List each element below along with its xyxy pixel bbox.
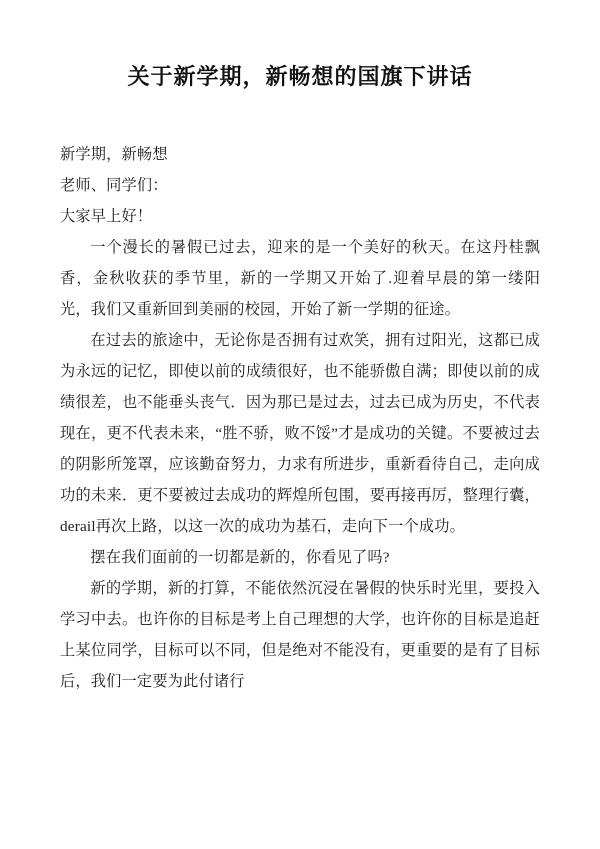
paragraph: 新学期，新畅想 xyxy=(60,145,168,163)
paragraph: 老师、同学们： xyxy=(60,176,168,194)
page-title: 关于新学期，新畅想的国旗下讲话 xyxy=(127,64,473,89)
paragraph: 摆在我们面前的一切都是新的，你看见了吗? xyxy=(90,548,390,566)
paragraph: 在过去的旅途中，无论你是否拥有过欢笑，拥有过阳光，这都已成为永远的记忆，即使以前的成绩很好，也不能骄傲自满；即使以前的成绩很差，也不能垂头丧气．因为那已是过去，过去已成为历史，不代表现在，更不代表未来，“胜不骄，败不馁”才是成功的关键。不要被过去的阴影所笼罩，应该勤奋努力，力求有所进步，重新看待自己，走向成功的未来．更不要被过去成功的辉煌所包围，要再接再厉，整理行囊，derail再次上路，以这一次的成功为基石，走向下一个成功。 xyxy=(60,331,540,535)
document-body xyxy=(60,139,540,697)
paragraph: 新的学期，新的打算，不能依然沉浸在暑假的快乐时光里，要投入学习中去。也许你的目标是考上自己理想的大学，也许你的目标是追赶上某位同学，目标可以不同，但是绝对不能没有，更重要的是有了目标后，我们一定要为此付诸行 xyxy=(60,579,540,690)
paragraph: 大家早上好！ xyxy=(60,207,153,225)
paragraph: 一个漫长的暑假已过去，迎来的是一个美好的秋天。在这丹桂飘香，金秋收获的季节里，新的一学期又开始了.迎着早晨的第一缕阳光，我们又重新回到美丽的校园，开始了新一学期的征途。 xyxy=(60,238,540,318)
page-bottom-fade xyxy=(0,801,600,849)
